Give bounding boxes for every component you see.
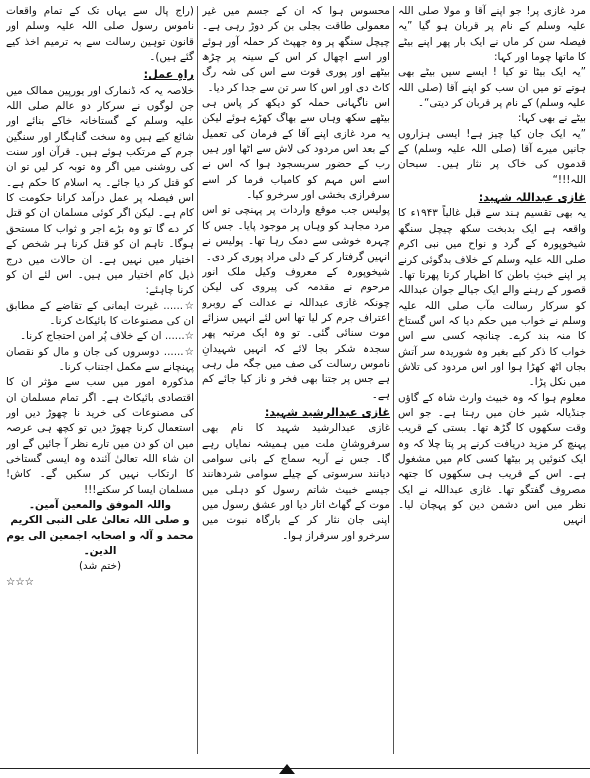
paragraph: ☆...... دوسروں کی جان و مال کو نقصان پہنچانے سے مکمل اجتناب کرنا۔ [6,345,194,373]
column-middle [202,4,390,760]
column-right [398,4,586,760]
column-divider-left [197,6,198,754]
paragraph: ”یہ ایک بیٹا تو کیا ! ایسے سیں بیٹے بھی ہوتے تو میں ان سب کو اپنے آقا (صلی اللہ علیہ وسلم) کے نام پر قربان کر دیتی“۔ [398,66,586,110]
paragraph: خلاصہ یہ کہ ڈنمارک اور یورپین ممالک میں جن لوگوں نے سرکار دو عالم صلی اللہ علیہ وسلم کے گستاخانہ خاکے بنائے اور شائع کیے ہیں وہ سخت گناہگار اور سنگین جرم کے مرتکب ہوئے ہیں۔ قرآن اور سنت کی روشنی میں اگر وہ توبہ کر لیں تو ان کو قتل کر دیا جائے۔ یہ اسلام کا حکم ہے۔ اس فیصلہ پر عمل درآمد کرانا حکومت کا کام ہے۔ لیکن اگر کوئی مسلمان ان کو قتل کر دے گا تو وہ بڑے اجر و ثواب کا مستحق ہوگا۔ تاہم ان کو قتل کرنا ہر شخص کے اختیار میں نہیں ہے۔ ان حالات میں درج ذیل کام اختیار میں ہیں۔ اس لئے ان کو کرنا چاہئے: [6,84,194,297]
footer-rule [0,768,590,769]
page-marker-icon [279,764,295,774]
article-columns [6,4,586,760]
paragraph: اس ناگہانی حملہ کو دیکھ کر پاس ہی بیٹھے سکھ وہاں سے بھاگ کھڑے ہوئے لیکن یہ مرد غازی اپنے آقا کے فرمان کی تعمیل کے بعد اس مردود کی لاش سے اٹھا اور ہیں رب کے حضور سربسجود ہوا کہ اس نے اسے اس مہم کو کامیاب فرما کر اسے سرفرازی بخشی اور سرخرو کیا۔ [202,97,390,202]
section-heading: غازی عبداللہ شہید: [478,191,586,205]
paragraph: محسوس ہوا کہ ان کے جسم میں غیر معمولی طاقت بجلی بن کر دوڑ رہی ہے۔ چیچل سنگھ پر وہ جھپٹ کر حملہ آور ہوئے اور اسے اچھال کر اس کے سینہ پر چڑھ بیٹھے اور پوری قوت سے اس کی شہ رگ کاٹ دی اور اس کا سر تن سے جدا کر دیا۔ [202,5,390,94]
paragraph: یہ بھی تقسیم ہند سے قبل غالباً ۱۹۴۳ء کا واقعہ ہے ایک بدبخت سکھ چیچل سنگھ شیخوپورہ کے گرد و نواح میں نبی اکرم صلی اللہ علیہ وسلم کے خلاف بدگوئی کرنے پر اپنے خبثِ باطن کا اظہار کرتا پھرتا تھا۔ قصور کے رہنے والے ایک جیالے جوان عبداللہ کو سرکار رسالت مآب صلی اللہ علیہ وسلم نے خواب میں حکم دیا کہ اس گستاخ کا منہ بند کرے۔ چنانچہ کسی سے اس خواب کا ذکر کیے بغیر وہ شوریدہ سر آتش بجاں اٹھ کھڑا ہوا اور اس مردود کی تلاش میں نکل پڑا۔ [398,207,586,389]
paragraph: ”یہ ایک جان کیا چیز ہے! ایسی ہزاروں جانیں میرے آقا (صلی اللہ علیہ وسلم) کے قدموں کی خاک پر نثار ہیں۔ سبحان اللہ!!!“ [398,127,586,186]
paragraph: ☆...... غیرت ایمانی کے تقاضے کے مطابق ان کی مصنوعات کا بائیکاٹ کرنا۔ [6,299,194,327]
column-left [6,4,194,760]
arabic-prayer: واللہ الموفق والمعین آمین۔ [28,499,172,511]
section-heading: غازی عبدالرشید شہید: [264,405,390,419]
paragraph: غازی عبدالرشید شہید کا نام بھی سرفروشانِ ملت میں ہمیشہ نمایاں رہے گا۔ جس نے آریہ سماج کے بانی سوامی دیانند سرسوتی کے چیلے سوامی شردھانند جیسے خبیث شاتم رسول کو دہلی میں موت کے گھاٹ اتار دیا اور عشق رسول میں اپنی جان نثار کر کے بارگاہ نبوت میں سرخرو اور سرفراز ہوا۔ [202,422,390,542]
paragraph: شیخوپورہ کے معروف وکیل ملک انور مرحوم نے مقدمہ کی پیروی کی لیکن چونکہ غازی عبداللہ نے عدالت کے روبرو اعتراف جرم کر لیا تھا اس لئے انہیں سزائے موت سنائی گئی۔ تو وہ ایک مرتبہ پھر سجدہ شکر بجا لائے کہ انہیں شہیدانِ ناموس رسالت کی صف میں جگہ مل رہی ہے جس پر جتنا بھی فخر و ناز کیا جائے کم ہے۔ [202,265,390,401]
paragraph: معلوم ہوا کہ وہ خبیث وارث شاہ کے گاؤں جنڈیالہ شیر خان میں رہتا ہے۔ جو اس وقت سکھوں کا گڑھ تھا۔ بستی کے قریب پہنچ کر مزید دریافت کرنے پر پتا چلا کہ وہ ایک کنوئیں پر بیٹھا کسی کام میں مشغول ہے۔ اس کے قریب ہی سکھوں کا جتھہ مصروف گفتگو تھا۔ غازی عبداللہ نے ایک نظر میں اس دشمن دین کو پہچان لیا۔ انہیں [398,391,586,527]
paragraph: مرد غازی پر! جو اپنے آقا و مولا صلی اللہ علیہ وسلم کے نام پر قربان ہو گیا ”یہ فیصلہ سن کر ماں نے ایک بار پھر اپنے بیٹے کا ماتھا چوما اور کہا: [398,5,586,64]
column-divider-right [393,6,394,754]
end-note: (ختم شد) [78,560,122,573]
closing-stars: ☆☆☆ [6,575,34,588]
paragraph: (راج پال سے یہاں تک کے تمام واقعات ناموس رسول صلی اللہ علیہ وسلم اور قانون توہین رسالت سے بہ ترمیم اخذ کیے گئے ہیں)۔ [6,5,194,64]
paragraph: ☆...... ان کے خلاف پُر امن احتجاج کرنا۔ [19,330,194,343]
paragraph: پولیس جب موقع واردات پر پہنچی تو اس مرد مجاہد کو وہاں پر موجود پایا۔ جس کا چہرہ خوشی سے دمک رہا تھا۔ پولیس نے انہیں گرفتار کر کے دلی مراد پوری کر دی۔ [202,204,390,263]
paragraph: مذکورہ امور میں سب سے مؤثر ان کا اقتصادی بائیکاٹ ہے۔ اگر تمام مسلمان ان کی مصنوعات کی خرید نا چھوڑ دیں اور استعمال کرنا چھوڑ دیں تو کچھ ہی عرصہ میں ان کو دن میں تارے نظر آ جائیں گے اور ان شاء اللہ تعالیٰ آئندہ وہ ایسی گستاخی کا ارتکاب نہیں کر سکیں گے۔ کاش! مسلمان ایسا کر سکتے!!! [6,376,194,496]
section-heading: راہِ عمل: [143,68,194,82]
paragraph: بیٹے نے بھی کہا: [517,112,586,125]
arabic-prayer: و صلی اللہ تعالیٰ علی النبی الکریم محمد و آلہ و اصحابہ اجمعین الی یوم الدین۔ [6,514,194,558]
